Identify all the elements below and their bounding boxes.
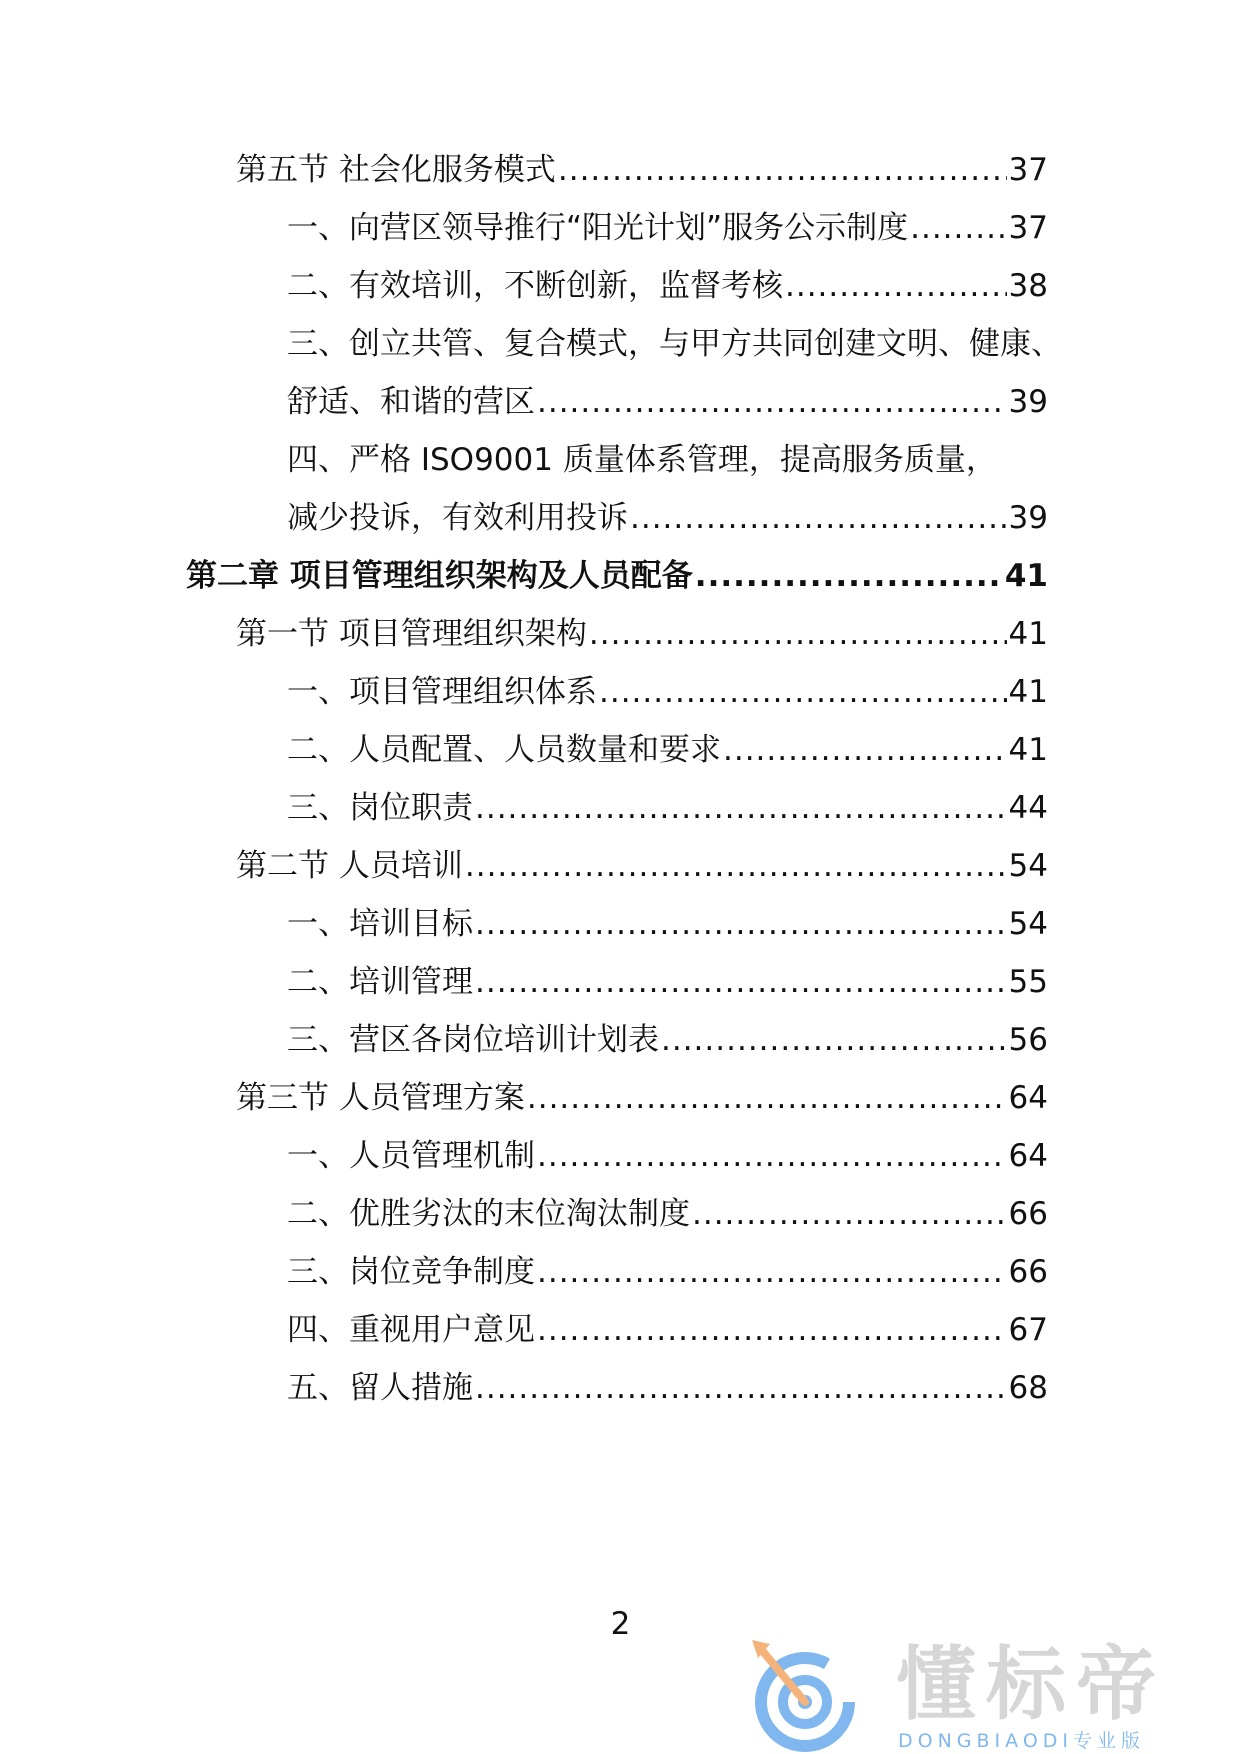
toc-entry[interactable]: [287, 962, 1048, 1002]
page-number: 2: [610, 1606, 631, 1642]
toc-entry[interactable]: [236, 1078, 1048, 1118]
toc-leader: [558, 150, 1007, 190]
toc-entry[interactable]: [287, 1136, 1048, 1176]
toc-entry-page: 39: [1008, 500, 1048, 536]
toc-entry[interactable]: [236, 846, 1048, 886]
toc-entry-page: 54: [1008, 906, 1048, 942]
watermark-brand-cn: 懂标帝: [896, 1638, 1166, 1731]
toc-entry-page: 64: [1008, 1138, 1048, 1174]
toc-entry-page: 39: [1008, 384, 1048, 420]
toc-entry-label: 减少投诉，有效利用投诉: [287, 500, 628, 536]
toc-entry[interactable]: [287, 1194, 1048, 1234]
toc-entry-label: 一、培训目标: [287, 906, 473, 942]
toc-entry[interactable]: [287, 672, 1048, 712]
toc-entry-page: 41: [1004, 558, 1048, 594]
toc-leader: [589, 614, 1007, 654]
toc-leader: [661, 1020, 1007, 1060]
toc-entry-label: 四、严格 ISO9001 质量体系管理，提高服务质量，: [287, 442, 997, 478]
toc-entry-label: 第二节 人员培训: [236, 848, 463, 884]
toc-entry-page: 67: [1008, 1312, 1048, 1348]
toc-entry-label: 第三节 人员管理方案: [236, 1080, 525, 1116]
toc-entry-label: 三、营区各岗位培训计划表: [287, 1022, 659, 1058]
toc-entry-label: 一、项目管理组织体系: [287, 674, 597, 710]
toc-entry-label: 舒适、和谐的营区: [287, 384, 535, 420]
toc-entry-page: 38: [1008, 268, 1048, 304]
toc-entry-page: 41: [1008, 732, 1048, 768]
toc-entry-page: 66: [1008, 1196, 1048, 1232]
toc-leader: [475, 788, 1007, 828]
toc-entry[interactable]: [287, 730, 1048, 770]
toc-entry-label: 第二章 项目管理组织架构及人员配备: [186, 558, 693, 594]
toc-entry-label: 二、人员配置、人员数量和要求: [287, 732, 721, 768]
toc-entry[interactable]: [287, 788, 1048, 828]
toc-entry-label: 二、培训管理: [287, 964, 473, 1000]
toc-entry-label: 三、岗位竞争制度: [287, 1254, 535, 1290]
toc-entry-page: 41: [1008, 616, 1048, 652]
toc-entry-label: 三、岗位职责: [287, 790, 473, 826]
toc-entry[interactable]: [236, 150, 1048, 190]
toc-entry-page: 66: [1008, 1254, 1048, 1290]
toc-leader: [695, 556, 1003, 596]
toc-leader: [537, 1252, 1007, 1292]
toc-entry[interactable]: [236, 614, 1048, 654]
toc-entry[interactable]: [287, 382, 1048, 422]
toc-entry[interactable]: [287, 324, 1062, 364]
toc-entry-label: 二、有效培训，不断创新，监督考核: [287, 268, 783, 304]
toc-leader: [527, 1078, 1007, 1118]
toc-leader: [599, 672, 1007, 712]
toc-entry[interactable]: [287, 1310, 1048, 1350]
toc-leader: [537, 1136, 1007, 1176]
toc-entry-label: 第一节 项目管理组织架构: [236, 616, 587, 652]
toc-entry-label: 三、创立共管、复合模式，与甲方共同创建文明、健康、: [287, 326, 1062, 362]
toc-entry-label: 二、优胜劣汰的末位淘汰制度: [287, 1196, 690, 1232]
toc-entry-label: 四、重视用户意见: [287, 1312, 535, 1348]
toc-entry[interactable]: [287, 208, 1048, 248]
toc-entry-page: 56: [1008, 1022, 1048, 1058]
toc-entry-page: 41: [1008, 674, 1048, 710]
toc-entry-label: 五、留人措施: [287, 1370, 473, 1406]
watermark-brand-en-text: DONGBIAODI: [898, 1730, 1074, 1752]
watermark-tag: 专业版: [1073, 1730, 1146, 1752]
toc-entry-page: 37: [1008, 210, 1048, 246]
toc-entry[interactable]: [287, 1368, 1048, 1408]
toc-leader: [475, 904, 1007, 944]
toc-chapter-entry[interactable]: [186, 556, 1048, 596]
toc-leader: [465, 846, 1007, 886]
toc-entry[interactable]: [287, 498, 1048, 538]
toc-entry[interactable]: [287, 1020, 1048, 1060]
toc-leader: [910, 208, 1006, 248]
toc-leader: [723, 730, 1007, 770]
toc-entry-page: 68: [1008, 1370, 1048, 1406]
toc-leader: [785, 266, 1007, 306]
toc-entry-label: 第五节 社会化服务模式: [236, 152, 556, 188]
toc-leader: [475, 1368, 1007, 1408]
toc-entry-page: 64: [1008, 1080, 1048, 1116]
toc-entry-label: 一、人员管理机制: [287, 1138, 535, 1174]
brand-watermark: [748, 1634, 1228, 1754]
toc-entry-page: 55: [1008, 964, 1048, 1000]
toc-entry-page: 44: [1008, 790, 1048, 826]
target-logo-icon: [748, 1634, 888, 1754]
toc-leader: [475, 962, 1007, 1002]
toc-leader: [692, 1194, 1007, 1234]
toc-entry[interactable]: [287, 440, 1048, 480]
toc-entry-page: 37: [1008, 152, 1048, 188]
toc-leader: [630, 498, 1007, 538]
watermark-brand-en: [898, 1730, 1145, 1752]
toc-entry[interactable]: [287, 1252, 1048, 1292]
toc-entry[interactable]: [287, 904, 1048, 944]
toc-entry-label: 一、向营区领导推行“阳光计划”服务公示制度: [287, 210, 909, 246]
toc-entry[interactable]: [287, 266, 1048, 306]
toc-leader: [537, 382, 1007, 422]
toc-entry-page: 54: [1008, 848, 1048, 884]
toc-leader: [537, 1310, 1007, 1350]
